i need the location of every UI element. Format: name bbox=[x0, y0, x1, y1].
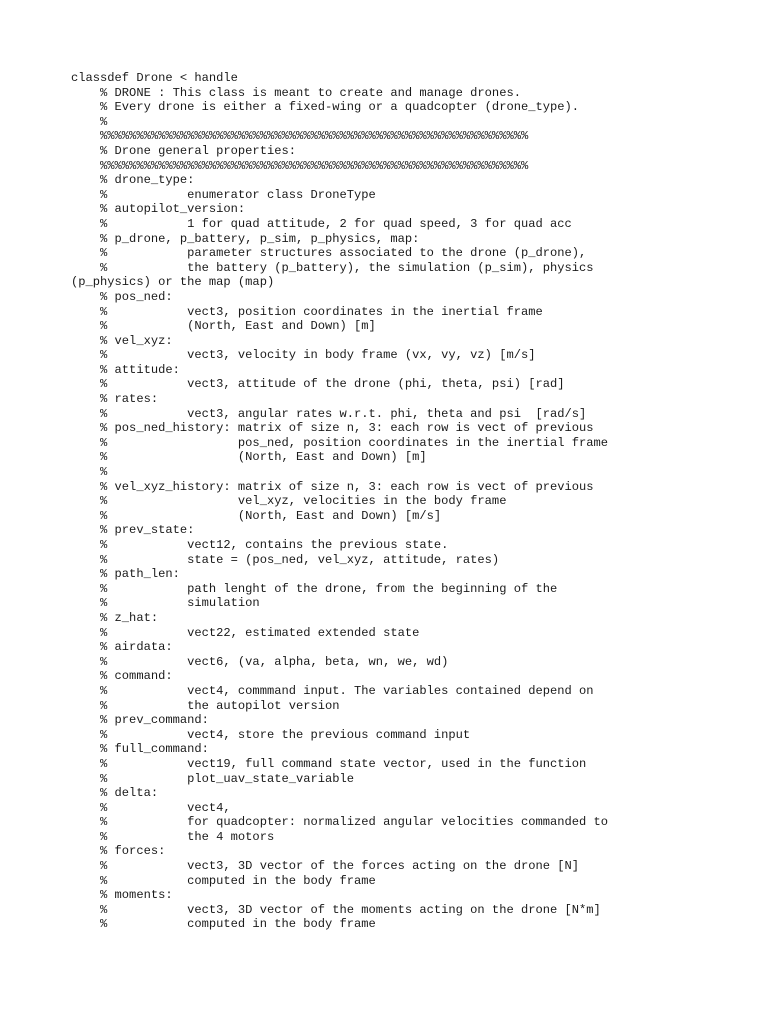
code-line: % pos_ned_history: matrix of size n, 3: each row is vect of previous bbox=[71, 421, 594, 436]
code-line: % vect6, (va, alpha, beta, wn, we, wd) bbox=[71, 654, 449, 669]
code-line: % path lenght of the drone, from the beginning of the bbox=[71, 581, 558, 596]
code-line: % forces: bbox=[71, 844, 166, 859]
code-line: % vect4, bbox=[71, 800, 231, 815]
code-line: % 1 for quad attitude, 2 for quad speed, 3 for quad acc bbox=[71, 216, 572, 231]
code-line: % path_len: bbox=[71, 567, 180, 582]
code-line: % vect12, contains the previous state. bbox=[71, 538, 449, 552]
code-listing bbox=[71, 71, 761, 932]
code-line: % vel_xyz_history: matrix of size n, 3: each row is vect of previous bbox=[71, 479, 594, 494]
code-line: % bbox=[71, 114, 108, 129]
code-line: % vel_xyz, velocities in the body frame bbox=[71, 494, 507, 509]
code-line: classdef Drone < handle bbox=[71, 71, 238, 85]
code-line: % for quadcopter: normalized angular velocities commanded to bbox=[71, 815, 609, 830]
code-line: % moments: bbox=[71, 888, 173, 903]
code-line: % the battery (p_battery), the simulation (p_sim), physics bbox=[71, 260, 594, 275]
code-line: % vect3, 3D vector of the moments acting on the drone [N*m] bbox=[71, 902, 601, 917]
code-line: % pos_ned: bbox=[71, 289, 173, 304]
code-line: % drone_type: bbox=[71, 173, 195, 188]
code-line: % command: bbox=[71, 669, 173, 684]
code-line: % vect22, estimated extended state bbox=[71, 625, 420, 640]
code-line: % full_command: bbox=[71, 742, 209, 757]
code-line: % computed in the body frame bbox=[71, 873, 376, 888]
code-line: (p_physics) or the map (map) bbox=[71, 275, 275, 290]
code-line: % vect3, velocity in body frame (vx, vy, vz) [m/s] bbox=[71, 348, 536, 363]
code-line: % plot_uav_state_variable bbox=[71, 771, 355, 786]
code-line: % vel_xyz: bbox=[71, 333, 173, 348]
code-line: % parameter structures associated to the drone (p_drone), bbox=[71, 246, 587, 261]
code-line: % Drone general properties: bbox=[71, 143, 296, 158]
code-line: % pos_ned, position coordinates in the inertial frame bbox=[71, 435, 609, 450]
code-line: % the autopilot version bbox=[71, 698, 340, 713]
code-line: % DRONE : This class is meant to create and manage drones. bbox=[71, 85, 521, 100]
code-line: % vect3, attitude of the drone (phi, theta, psi) [rad] bbox=[71, 377, 565, 392]
code-line: % vect4, store the previous command input bbox=[71, 727, 471, 742]
code-line: % state = (pos_ned, vel_xyz, attitude, rates) bbox=[71, 552, 500, 567]
code-line: % prev_state: bbox=[71, 523, 195, 538]
code-line: % delta: bbox=[71, 786, 159, 801]
code-line: % bbox=[71, 465, 108, 480]
code-line: % prev_command: bbox=[71, 713, 209, 728]
code-line: % (North, East and Down) [m] bbox=[71, 450, 427, 465]
code-line: % p_drone, p_battery, p_sim, p_physics, map: bbox=[71, 231, 420, 246]
code-line: % attitude: bbox=[71, 362, 180, 377]
code-line: % computed in the body frame bbox=[71, 917, 376, 932]
code-line: % rates: bbox=[71, 392, 159, 407]
code-line: % vect3, position coordinates in the inertial frame bbox=[71, 304, 543, 319]
code-line: % the 4 motors bbox=[71, 829, 275, 844]
code-line: % vect19, full command state vector, used in the function bbox=[71, 756, 587, 771]
code-line: % enumerator class DroneType bbox=[71, 187, 376, 202]
code-line: % autopilot_version: bbox=[71, 202, 246, 217]
code-line: %%%%%%%%%%%%%%%%%%%%%%%%%%%%%%%%%%%%%%%%%%%%%%%%%%%%%%%%%%% bbox=[71, 158, 529, 173]
code-line: %%%%%%%%%%%%%%%%%%%%%%%%%%%%%%%%%%%%%%%%%%%%%%%%%%%%%%%%%%% bbox=[71, 129, 529, 144]
code-line: % airdata: bbox=[71, 640, 173, 655]
code-line: % vect3, 3D vector of the forces acting on the drone [N] bbox=[71, 859, 580, 874]
code-line: % (North, East and Down) [m/s] bbox=[71, 508, 442, 523]
code-line: % vect3, angular rates w.r.t. phi, theta and psi [rad/s] bbox=[71, 406, 587, 421]
code-line: % vect4, commmand input. The variables contained depend on bbox=[71, 683, 594, 698]
code-line: % Every drone is either a fixed-wing or a quadcopter (drone_type). bbox=[71, 100, 580, 115]
code-line: % simulation bbox=[71, 596, 260, 611]
code-line: % z_hat: bbox=[71, 610, 159, 625]
code-line: % (North, East and Down) [m] bbox=[71, 319, 376, 334]
